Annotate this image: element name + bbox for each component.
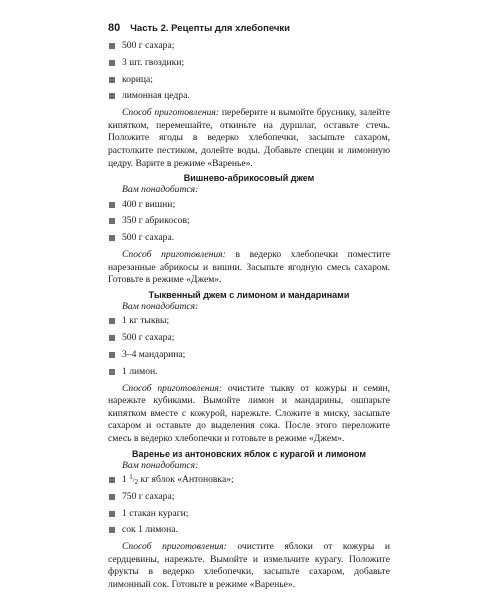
- method-label: Способ приготовления:: [122, 382, 223, 394]
- square-bullet-icon: [109, 43, 115, 49]
- ingredient-list: [108, 474, 390, 537]
- method-label: Способ приготовления:: [122, 107, 220, 119]
- method-text: в ведерко хлебопечки поместите нарезанные абрикосы и вишни. Засыпьте ягодную смесь сахаром. Готовьте в режиме «Джем».: [108, 249, 390, 286]
- ingredient-item: 500 г сахара;: [108, 40, 390, 53]
- method-paragraph: [108, 383, 390, 446]
- square-bullet-icon: [109, 218, 115, 224]
- ingredient-item: сок 1 лимона.: [108, 524, 390, 537]
- method-paragraph: [108, 107, 390, 170]
- square-bullet-icon: [109, 477, 115, 483]
- square-bullet-icon: [109, 202, 115, 208]
- need-label: Вам понадобится:: [122, 184, 199, 196]
- recipe-title: Варенье из антоновских яблок с курагой и лимоном: [131, 448, 367, 459]
- method-text: очистите тыкву от кожуры и семян, нарежьте кубиками. Вымойте лимон и мандарины, ошпарьте кипятком вместе с кожурой, нарежьте. Сложите в миску, засыпьте сахаром и оставьте до выделения сока. После этого переложите смесь в ведерко хлебопечки и готовьте в режиме «Джем».: [108, 382, 390, 444]
- ingredient-list: [108, 40, 390, 103]
- recipe-title: Вишнево-абрикосовый джем: [183, 173, 315, 184]
- ingredient-item: 1 стакан кураги;: [108, 508, 390, 521]
- ingredient-item: 500 г сахара.: [108, 232, 390, 245]
- ingredient-item: корица;: [108, 74, 390, 87]
- square-bullet-icon: [109, 318, 115, 324]
- square-bullet-icon: [109, 93, 115, 99]
- method-label: Способ приготовления:: [122, 249, 226, 261]
- method-text: переберите и вымойте бруснику, залейте кипятком, перемешайте, откиньте на дуршлаг, оставьте стечь. Положите ягоды в ведерко хлебопечки, засыпьте сахаром, растолките пестиком, долейте воды. Добавьте специи и лимонную цедру. Варите в режиме «Варенье».: [108, 107, 390, 169]
- ingredient-item: 1 1/2 кг яблок «Антоновка»;: [108, 474, 390, 487]
- square-bullet-icon: [109, 352, 115, 358]
- ingredient-item: 500 г сахара;: [108, 332, 390, 345]
- fraction: 1/2: [129, 473, 139, 487]
- ingredient-item: 1 кг тыквы;: [108, 315, 390, 328]
- square-bullet-icon: [109, 511, 115, 517]
- ingredient-list: [108, 199, 390, 245]
- square-bullet-icon: [109, 335, 115, 341]
- ingredient-item: 750 г сахара;: [108, 491, 390, 504]
- method-label: Способ приготовления:: [122, 541, 227, 553]
- page-header: [108, 22, 290, 34]
- page-content: [108, 40, 390, 594]
- running-head: Часть 2. Рецепты для хлебопечки: [130, 23, 291, 34]
- square-bullet-icon: [109, 77, 115, 83]
- ingredient-item: лимонная цедра.: [108, 90, 390, 103]
- need-label: Вам понадобится:: [122, 459, 199, 471]
- square-bullet-icon: [109, 369, 115, 375]
- ingredient-list: [108, 315, 390, 378]
- ingredient-item: 350 г абрикосов;: [108, 215, 390, 228]
- square-bullet-icon: [109, 235, 115, 241]
- ingredient-item: 3 шт. гвоздики;: [108, 57, 390, 70]
- need-label: Вам понадобится:: [122, 300, 199, 312]
- page-number: 80: [108, 22, 121, 34]
- ingredient-item: 400 г вишни;: [108, 199, 390, 212]
- recipe-title: Тыквенный джем с лимоном и мандаринами: [148, 289, 350, 300]
- ingredient-item: 1 лимон.: [108, 366, 390, 379]
- square-bullet-icon: [109, 527, 115, 533]
- method-paragraph: [108, 249, 390, 287]
- method-paragraph: [108, 541, 390, 591]
- ingredient-item: 3–4 мандарина;: [108, 349, 390, 362]
- square-bullet-icon: [109, 60, 115, 66]
- method-text: очистите яблоки от кожуры и сердцевины, нарежьте. Вымойте и измельчите курагу. Положите фрукты в ведерко хлебопечки, засыпьте сахаром, добавьте лимонный сок. Готовьте в режиме «Варенье».: [108, 541, 390, 590]
- square-bullet-icon: [109, 494, 115, 500]
